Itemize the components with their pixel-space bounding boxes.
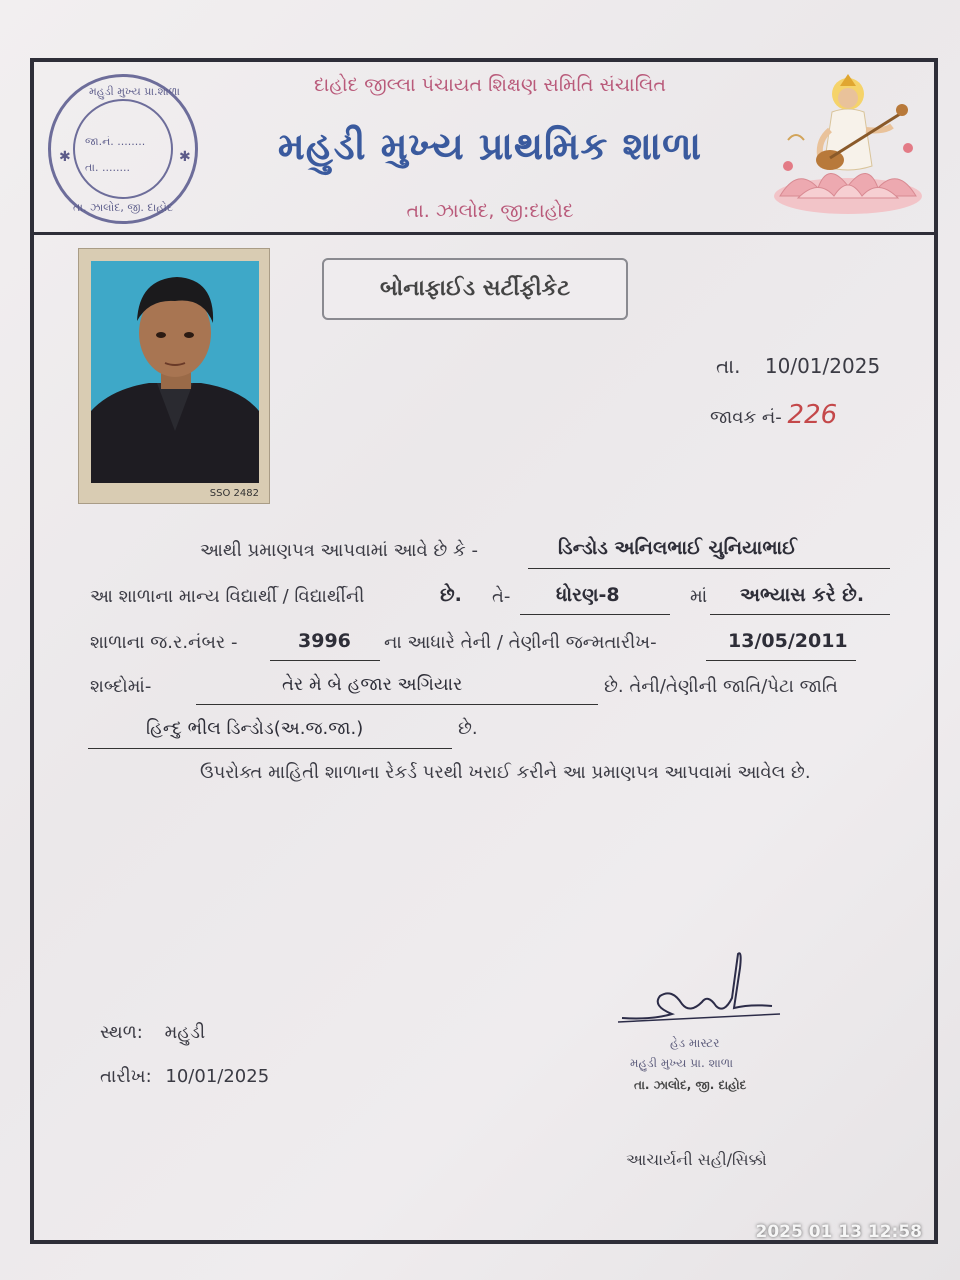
school-location: તા. ઝાલોદ, જી:દાહોદ	[406, 200, 574, 222]
student-photo	[78, 248, 270, 504]
caste-value: હિન્દુ ભીલ ડિન્ડોડ(અ.જ.જા.)	[146, 718, 364, 739]
gr-label: શાળાના જ.ર.નંબર -	[90, 632, 238, 653]
place-label: સ્થળ:	[100, 1022, 143, 1043]
header-divider	[30, 232, 938, 235]
seal-line1: જા.નં. ........	[85, 135, 146, 148]
studying-underline	[710, 614, 890, 615]
words-underline	[196, 704, 598, 705]
principal-sign-label: આચાર્યની સહી/સિક્કો	[626, 1150, 767, 1169]
school-name: મહુડી મુખ્ય પ્રાથમિક શાળા	[277, 124, 703, 168]
photo-code: SSO 2482	[209, 488, 259, 499]
saraswati-illustration-icon	[768, 70, 926, 222]
certificate-title: બોનાફાઈડ સર્ટીફીકેટ	[322, 258, 628, 320]
dob-underline	[706, 660, 856, 661]
footer-date-label: તારીખ:	[100, 1066, 152, 1087]
maa-text: માં	[690, 586, 708, 607]
student-name: ડિન્ડોડ અનિલભાઈ ચુનિયાભાઈ	[558, 537, 797, 559]
te-text: તે-	[492, 586, 511, 607]
date-value: 10/01/2025	[764, 354, 881, 378]
gr-number: 3996	[298, 630, 351, 652]
outward-label: જાવક નં-	[710, 407, 782, 428]
che-text: છે.	[440, 584, 462, 606]
outward-number	[710, 400, 837, 430]
footer-date-row	[100, 1066, 269, 1087]
outward-value: 226	[787, 400, 838, 430]
footer-date-value: 10/01/2025	[165, 1066, 270, 1087]
supervision-line: દાહોદ જીલ્લા પંચાયત શિક્ષણ સમિતિ સંચાલિત	[314, 74, 666, 96]
star-icon: ✱	[179, 149, 191, 165]
place-row	[100, 1022, 205, 1043]
dob-value: 13/05/2011	[728, 630, 848, 652]
school-seal	[48, 74, 198, 224]
stamp-designation: હેડ માસ્ટર	[670, 1036, 720, 1050]
caste-underline	[88, 748, 452, 749]
dob-words: તેર મે બે હજાર અગિયાર	[282, 674, 463, 695]
studying-text: અભ્યાસ કરે છે.	[740, 584, 865, 606]
che-end-text: છે.	[458, 718, 478, 739]
stamp-location: તા. ઝાલોદ, જી. દાહોદ	[634, 1078, 747, 1092]
student-status-text: આ શાળાના માન્ય વિદ્યાર્થી / વિદ્યાર્થીની	[90, 586, 365, 607]
standard-value: ધોરણ-8	[556, 584, 620, 606]
closing-statement: ઉપરોક્ત માહિતી શાળાના રેકર્ડ પરથી ખરાઈ કરીને આ પ્રમાણપત્ર આપવામાં આવેલ છે.	[200, 762, 811, 783]
standard-underline	[520, 614, 670, 615]
star-icon: ✱	[59, 149, 71, 165]
intro-text: આથી પ્રમાણપત્ર આપવામાં આવે છે કે -	[200, 540, 478, 561]
date-label: તા.	[716, 354, 741, 378]
name-underline	[528, 568, 890, 569]
dob-label: ના આધારે તેની / તેણીની જન્મતારીખ-	[384, 632, 657, 653]
stamp-school: મહુડી મુખ્ય પ્રા. શાળા	[630, 1056, 734, 1070]
certificate-date	[716, 354, 880, 378]
seal-top-text: મહુડી મુખ્ય પ્રા.શાળા	[89, 85, 180, 98]
gr-underline	[270, 660, 380, 661]
seal-line2: તા. ........	[85, 161, 130, 174]
photo-timestamp: 2025 01 13 12:58	[755, 1222, 922, 1242]
seal-bottom-text: તા. ઝાલોદ, જી. દાહોદ	[73, 201, 173, 214]
place-value: મહુડી	[164, 1022, 206, 1043]
caste-label: છે. તેની/તેણીની જાતિ/પેટા જાતિ	[604, 676, 838, 697]
words-label: શબ્દોમાં-	[90, 676, 152, 697]
